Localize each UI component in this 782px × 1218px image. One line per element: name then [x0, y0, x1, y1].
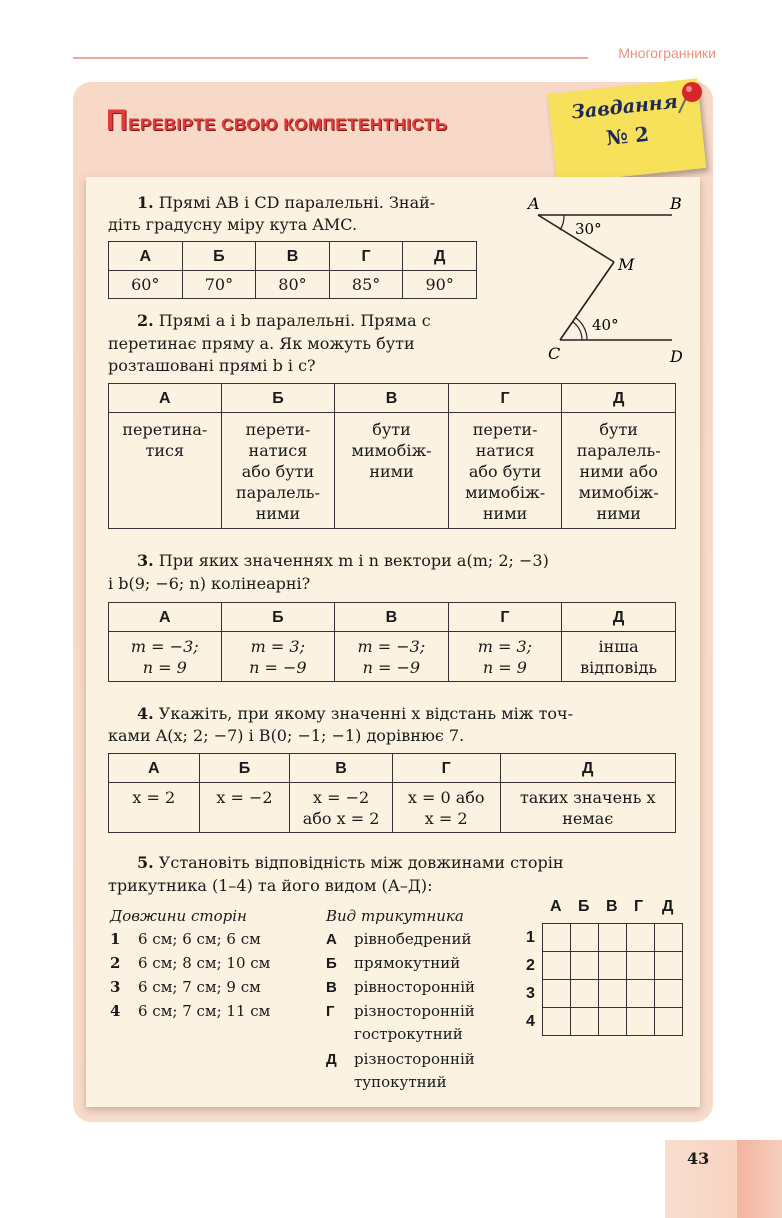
label-B: B — [670, 194, 682, 213]
option-header-3: Г — [392, 754, 500, 783]
section-title: Многогранники — [618, 45, 716, 61]
option-header-2: В — [290, 754, 393, 783]
answer-line: перети- — [472, 420, 538, 439]
answer-line: таких значень x — [519, 788, 656, 807]
answer-line: n = −9 — [362, 658, 421, 677]
page-number: 43 — [687, 1149, 710, 1168]
side-item-value: 6 см; 7 см; 9 см — [138, 978, 261, 996]
answer-line: натися — [475, 441, 535, 460]
grid-cell[interactable] — [543, 980, 571, 1008]
label-M: M — [618, 255, 635, 274]
side-item-value: 6 см; 8 см; 10 см — [138, 954, 271, 972]
answer-line: ними — [369, 462, 414, 481]
option-header-1: Б — [182, 242, 256, 271]
option-header-4: Д — [403, 242, 477, 271]
task5-text-2: трикутника (1–4) та його видом (А–Д): — [108, 876, 433, 895]
side-item — [110, 952, 270, 974]
option-answer-0 — [109, 783, 200, 833]
grid-col-label: Г — [634, 898, 644, 915]
grid-cell[interactable] — [655, 1008, 683, 1036]
type-item-letter: А — [326, 931, 337, 948]
grid-cell[interactable] — [599, 952, 627, 980]
grid-cell[interactable] — [627, 980, 655, 1008]
option-answer-0: 60° — [109, 271, 183, 299]
side-item-number: 1 — [110, 930, 121, 948]
answer-line: n = 9 — [142, 658, 187, 677]
option-answer-4 — [500, 783, 676, 833]
task4-text-2: ками A(x; 2; −7) і B(0; −1; −1) дорівнює 7. — [108, 726, 465, 745]
grid-col-label: А — [550, 898, 562, 915]
task2-line1: Прямі a і b паралельні. Пряма c — [158, 311, 431, 330]
grid-cell[interactable] — [599, 1008, 627, 1036]
answer-line: або x = 2 — [302, 809, 380, 828]
answer-line: x = 2 — [132, 788, 176, 807]
answer-line: m = −3; — [357, 637, 426, 656]
type-item — [326, 928, 472, 951]
answer-line: m = 3; — [477, 637, 533, 656]
side-item-number: 3 — [110, 978, 121, 996]
option-header-4: Д — [562, 384, 676, 413]
answer-line: m = 3; — [250, 637, 305, 656]
task2-text — [137, 310, 431, 332]
grid-cell[interactable] — [599, 980, 627, 1008]
answer-line: тися — [145, 441, 185, 460]
sticky-line2: № 2 — [605, 121, 650, 151]
type-item — [326, 976, 475, 999]
answer-line: мимобіж- — [351, 441, 432, 460]
page-number-box — [665, 1140, 737, 1218]
task1-text-2: діть градусну міру кута AMC. — [108, 215, 358, 234]
answer-line: x = −2 — [216, 788, 273, 807]
type-item-letter: Г — [326, 1003, 335, 1020]
task2-table — [108, 383, 676, 529]
pushpin-icon — [676, 80, 706, 116]
option-header-2: В — [256, 242, 330, 271]
option-answer-1 — [199, 783, 290, 833]
option-answer-4: 90° — [403, 271, 477, 299]
answer-line: паралель- — [576, 441, 661, 460]
option-header-0: А — [109, 754, 200, 783]
answer-line: n = −9 — [249, 658, 307, 677]
sticky-line1: Завдання — [570, 90, 679, 124]
option-answer-2 — [290, 783, 393, 833]
answer-line: паралель- — [235, 483, 320, 502]
answer-line: натися — [248, 441, 308, 460]
answer-line: немає — [562, 809, 614, 828]
option-answer-3 — [448, 413, 562, 529]
task2-text-2: перетинає пряму a. Як можуть бути — [108, 334, 415, 353]
option-header-1: Б — [221, 603, 335, 632]
answer-line: x = 2 — [424, 809, 468, 828]
grid-cell[interactable] — [571, 980, 599, 1008]
type-item-letter: Д — [326, 1051, 337, 1068]
option-answer-1 — [221, 632, 335, 682]
option-header-0: А — [109, 603, 222, 632]
task1-table — [108, 241, 477, 299]
task3-line1: При яких значеннях m і n вектори a(m; 2; −3) — [158, 551, 549, 570]
task5-text — [137, 852, 564, 874]
task3-number: 3. — [137, 551, 154, 570]
answer-line: бути — [372, 420, 411, 439]
answer-line: ними — [596, 504, 641, 523]
grid-cell[interactable] — [655, 924, 683, 952]
grid-cell[interactable] — [627, 952, 655, 980]
grid-cell[interactable] — [627, 924, 655, 952]
geometry-figure — [520, 190, 695, 370]
answer-line: ними — [482, 504, 528, 523]
option-answer-2: 80° — [256, 271, 330, 299]
type-item — [326, 952, 460, 975]
option-header-2: В — [335, 603, 449, 632]
option-answer-1 — [221, 413, 335, 529]
answer-line: n = 9 — [482, 658, 527, 677]
side-item-value: 6 см; 6 см; 6 см — [138, 930, 261, 948]
grid-col-label: Б — [578, 898, 590, 915]
side-item-number: 2 — [110, 954, 121, 972]
grid-cell[interactable] — [571, 1008, 599, 1036]
grid-cell[interactable] — [571, 924, 599, 952]
side-item-value: 6 см; 7 см; 11 см — [138, 1002, 271, 1020]
option-answer-3: 85° — [329, 271, 403, 299]
sides-column-title: Довжини сторін — [110, 907, 247, 925]
side-item — [110, 976, 261, 998]
type-item-value: рівносторонній — [354, 978, 476, 996]
option-answer-4 — [562, 632, 676, 682]
answer-line: x = −2 — [312, 788, 370, 807]
types-column-title: Вид трикутника — [326, 907, 464, 925]
side-item-number: 4 — [110, 1002, 121, 1020]
answer-line: x = 0 або — [407, 788, 485, 807]
task1-text — [137, 192, 435, 214]
grid-cell[interactable] — [655, 980, 683, 1008]
grid-cell[interactable] — [543, 952, 571, 980]
answer-line: перети- — [245, 420, 311, 439]
task4-number: 4. — [137, 704, 154, 723]
option-header-0: А — [109, 384, 222, 413]
grid-cell[interactable] — [543, 1008, 571, 1036]
option-answer-3 — [448, 632, 562, 682]
answer-line: ними або — [579, 462, 658, 481]
option-header-0: А — [109, 242, 183, 271]
type-item — [326, 1000, 475, 1045]
type-item-value: рівнобедрений — [354, 930, 472, 948]
grid-cell[interactable] — [599, 924, 627, 952]
answer-line: бути — [599, 420, 638, 439]
grid-row-label: 1 — [526, 929, 535, 946]
header-rule — [73, 57, 588, 59]
page-edge-strip — [737, 1140, 782, 1218]
task2-text-3: розташовані прямі b і c? — [108, 356, 316, 375]
page-heading — [106, 104, 447, 138]
task3-table — [108, 602, 676, 682]
answer-line: інша — [598, 637, 639, 656]
grid-cell[interactable] — [571, 952, 599, 980]
option-answer-0 — [109, 413, 222, 529]
task2-number: 2. — [137, 311, 154, 330]
answer-line: перетина- — [122, 420, 208, 439]
type-item-value-2: гострокутний — [354, 1025, 463, 1043]
answer-line: відповідь — [580, 658, 658, 677]
task1-number: 1. — [137, 193, 154, 212]
task4-text — [137, 703, 687, 725]
task4-line1: Укажіть, при якому значенні x відстань між точ- — [158, 704, 574, 723]
task3-text — [137, 550, 687, 572]
type-item-value: різносторонній — [354, 1002, 475, 1020]
answer-line: ними — [255, 504, 301, 523]
task4-table — [108, 753, 676, 833]
label-D: D — [670, 347, 683, 366]
option-answer-1: 70° — [182, 271, 256, 299]
type-item — [326, 1048, 475, 1093]
grid-col-label: В — [606, 898, 618, 915]
answer-line: або бути — [468, 462, 542, 481]
grid-cell[interactable] — [543, 924, 571, 952]
answer-line: мимобіж- — [465, 483, 546, 502]
type-item-value: різносторонній — [354, 1050, 475, 1068]
grid-cell[interactable] — [655, 952, 683, 980]
option-answer-4 — [562, 413, 676, 529]
option-answer-0 — [109, 632, 222, 682]
option-header-3: Г — [448, 603, 562, 632]
answer-line: мимобіж- — [578, 483, 659, 502]
label-C: C — [548, 344, 561, 363]
type-item-letter: В — [326, 979, 337, 996]
heading-first-letter: П — [106, 104, 129, 137]
type-item-letter: Б — [326, 955, 337, 972]
side-item — [110, 928, 261, 950]
grid-col-label: Д — [662, 898, 674, 915]
grid-row-label: 2 — [526, 957, 535, 974]
angle-30-label: 30° — [575, 220, 602, 238]
option-header-4: Д — [562, 603, 676, 632]
heading-rest: ЕРЕВІРТЕ СВОЮ КОМПЕТЕНТНІСТЬ — [128, 115, 448, 134]
type-item-value: прямокутний — [354, 954, 461, 972]
option-header-3: Г — [329, 242, 403, 271]
label-A: A — [528, 194, 540, 213]
angle-40-label: 40° — [592, 316, 619, 334]
grid-cell[interactable] — [627, 1008, 655, 1036]
task5-line1: Установіть відповідність між довжинами сторін — [158, 853, 564, 872]
option-header-1: Б — [221, 384, 335, 413]
option-answer-3 — [392, 783, 500, 833]
type-item-value-2: тупокутний — [354, 1073, 447, 1091]
answer-grid[interactable] — [542, 923, 683, 1036]
grid-row-label: 3 — [526, 985, 535, 1002]
option-header-4: Д — [500, 754, 676, 783]
grid-row-label: 4 — [526, 1013, 535, 1030]
task5-number: 5. — [137, 853, 154, 872]
side-item — [110, 1000, 270, 1022]
answer-line: m = −3; — [130, 637, 199, 656]
option-header-3: Г — [448, 384, 562, 413]
option-answer-2 — [335, 413, 449, 529]
option-header-1: Б — [199, 754, 290, 783]
answer-line: або бути — [241, 462, 315, 481]
option-answer-2 — [335, 632, 449, 682]
option-header-2: В — [335, 384, 449, 413]
task1-line1: Прямі AB і CD паралельні. Знай- — [158, 193, 436, 212]
task3-text-2: і b(9; −6; n) колінеарні? — [108, 574, 311, 593]
